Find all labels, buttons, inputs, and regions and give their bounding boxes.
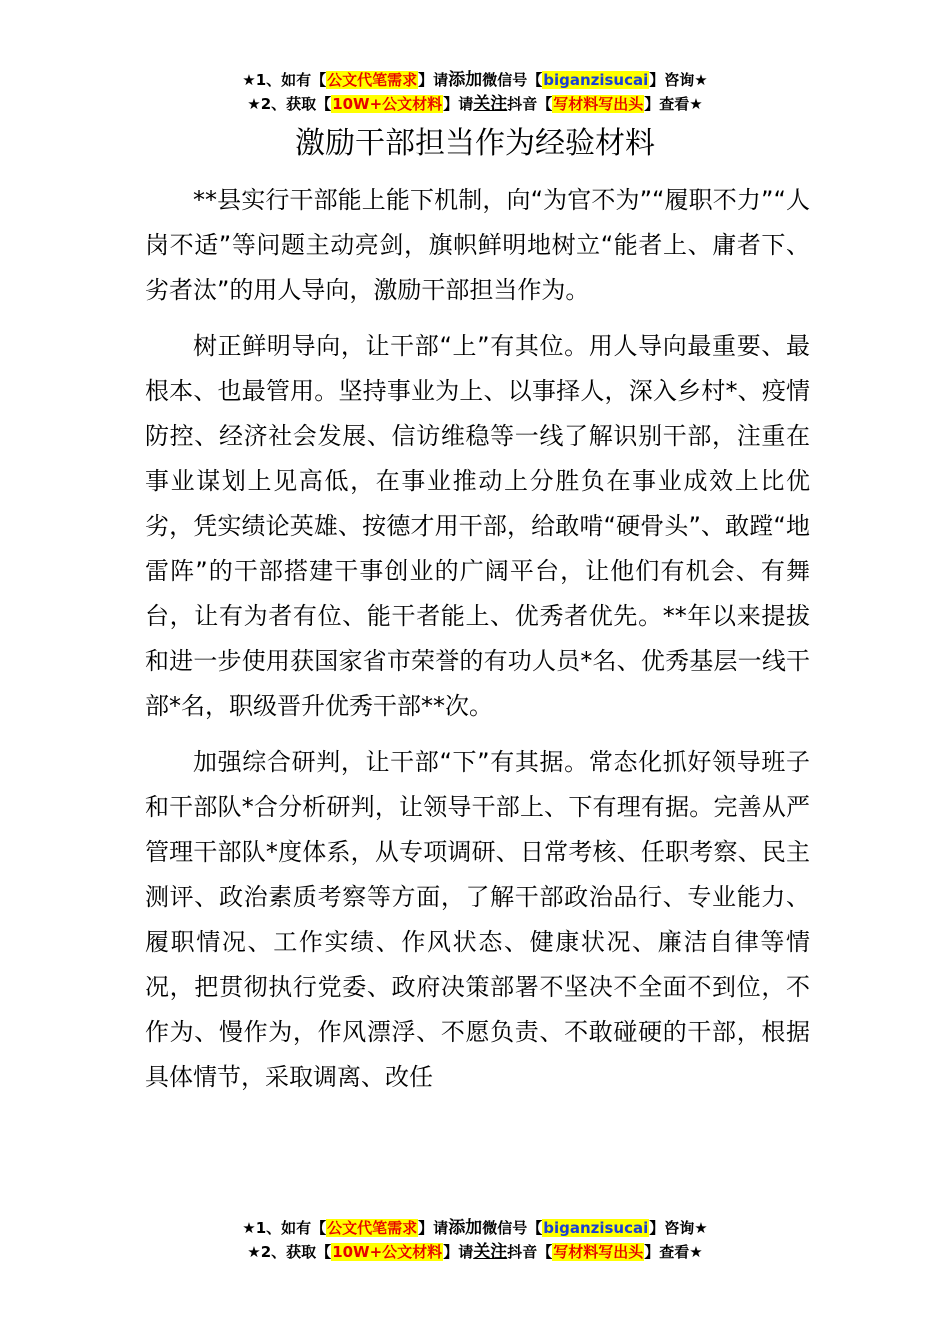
paragraph: **县实行干部能上能下机制，向“为官不为”“履职不力”“人岗不适”等问题主动亮剑，旗帜鲜明地树立“能者上、庸者下、劣者汰”的用人导向，激励干部担当作为。 bbox=[145, 186, 810, 304]
banner-highlight: 10W+公文材料 bbox=[332, 95, 443, 113]
banner-text: ★2、获取【 bbox=[247, 1243, 332, 1261]
banner-emphasis: 添加 bbox=[448, 70, 483, 90]
banner-wechat-id: biganzisucai bbox=[543, 71, 649, 89]
banner-emphasis: 添加 bbox=[448, 1218, 483, 1238]
banner-highlight: 公文代笔需求 bbox=[327, 1219, 418, 1237]
paragraph: 加强综合研判，让干部“下”有其据。常态化抓好领导班子和干部队*合分析研判，让领导干部上、下有理有据。完善从严管理干部队*度体系，从专项调研、日常考核、任职考察、民主测评、政治素质考察等方面，了解干部政治品行、专业能力、履职情况、工作实绩、作风状态、健康状况、廉洁自律等情况，把贯彻执行党委、政府决策部署不坚决不全面不到位，不作为、慢作为，作风漂浮、不愿负责、不敢碰硬的干部，根据具体情节，采取调离、改任 bbox=[145, 748, 810, 1091]
banner-text: 】咨询★ bbox=[649, 1219, 708, 1237]
banner-highlight: 写材料写出头 bbox=[553, 95, 644, 113]
banner-line-1 bbox=[0, 1216, 950, 1240]
banner-text: ★1、如有【 bbox=[242, 1219, 327, 1237]
banner-text: 微信号【 bbox=[482, 71, 543, 89]
banner-text: 抖音【 bbox=[507, 95, 553, 113]
banner-text: ★2、获取【 bbox=[247, 95, 332, 113]
banner-text: 】查看★ bbox=[644, 95, 703, 113]
banner-emphasis: 关注 bbox=[473, 94, 508, 114]
banner-text: 】咨询★ bbox=[649, 71, 708, 89]
banner-highlight: 公文代笔需求 bbox=[327, 71, 418, 89]
header-banner bbox=[0, 68, 950, 116]
banner-highlight: 10W+公文材料 bbox=[332, 1243, 443, 1261]
banner-emphasis: 关注 bbox=[473, 1242, 508, 1262]
paragraph: 树正鲜明导向，让干部“上”有其位。用人导向最重要、最根本、也最管用。坚持事业为上、以事择人，深入乡村*、疫情防控、经济社会发展、信访维稳等一线了解识别干部，注重在事业谋划上见高低，在事业推动上分胜负在事业成效上比优劣，凭实绩论英雄、按德才用干部，给敢啃“硬骨头”、敢蹚“地雷阵”的干部搭建干事创业的广阔平台，让他们有机会、有舞台，让有为者有位、能干者能上、优秀者优先。**年以来提拔和进一步使用获国家省市荣誉的有功人员*名、优秀基层一线干部*名，职级晋升优秀干部**次。 bbox=[145, 332, 810, 720]
document-title: 激励干部担当作为经验材料 bbox=[295, 126, 655, 161]
banner-text: 】查看★ bbox=[644, 1243, 703, 1261]
banner-wechat-id: biganzisucai bbox=[543, 1219, 649, 1237]
banner-line-2 bbox=[0, 92, 950, 116]
banner-text: 】请 bbox=[418, 1219, 449, 1237]
banner-text: ★1、如有【 bbox=[242, 71, 327, 89]
banner-text: 】请 bbox=[418, 71, 449, 89]
banner-line-2 bbox=[0, 1240, 950, 1264]
banner-text: 】请 bbox=[443, 95, 474, 113]
document-body bbox=[145, 178, 810, 1111]
banner-text: 抖音【 bbox=[507, 1243, 553, 1261]
footer-banner bbox=[0, 1216, 950, 1264]
banner-text: 】请 bbox=[443, 1243, 474, 1261]
banner-line-1 bbox=[0, 68, 950, 92]
banner-text: 微信号【 bbox=[482, 1219, 543, 1237]
banner-highlight: 写材料写出头 bbox=[553, 1243, 644, 1261]
